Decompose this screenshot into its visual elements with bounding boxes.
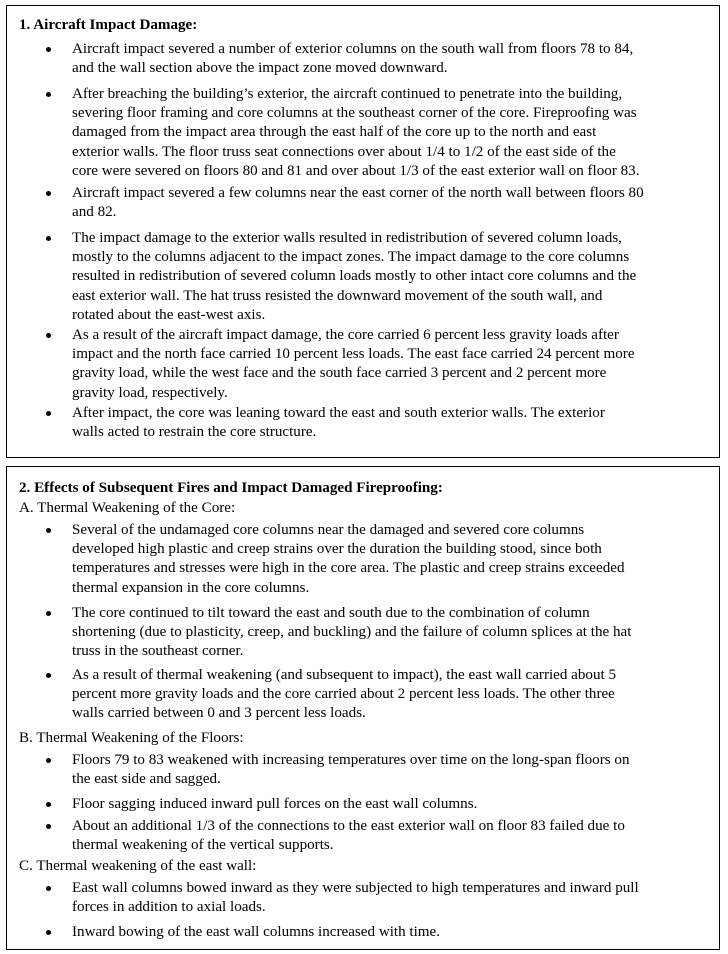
bullet-text-line: After breaching the building’s exterior, the aircraft continued to penetrate into the building, [72, 86, 623, 102]
bullet-text-line: severing floor framing and core columns at the southeast corner of the core. Fireproofing was [72, 105, 637, 122]
bullet-text-line: east exterior wall. The hat truss resisted the downward movement of the south wall, and [72, 287, 603, 304]
bullet-text-line: The impact damage to the exterior walls resulted in redistribution of severed column loads, [72, 230, 622, 246]
bullet-dot-icon [46, 411, 51, 416]
bullet-text-line: impact and the north face carried 10 percent less loads. The east face carried 24 percent more [72, 346, 635, 363]
bullet-text-line: forces in addition to axial loads. [72, 899, 266, 916]
bullet-text-line: temperatures and stresses were high in the core area. The plastic and creep strains exceeded [72, 560, 625, 577]
bullet-text-line: damaged from the impact area through the east half of the core up to the north and east [72, 124, 597, 141]
bullet-text-line: thermal expansion in the core columns. [72, 579, 310, 596]
bullet-text-line: Aircraft impact severed a number of exterior columns on the south wall from floors 78 to 84, [72, 41, 634, 57]
bullet-text-line: rotated about the east-west axis. [72, 306, 266, 323]
bullet-text-line: the east side and sagged. [72, 771, 221, 788]
bullet-text-line: walls acted to restrain the core structure. [72, 424, 317, 441]
bullet-dot-icon [46, 611, 51, 616]
bullet-text-line: resulted in redistribution of severed column loads mostly to other intact core columns and the [72, 268, 637, 285]
bullet-text-line: East wall columns bowed inward as they were subjected to high temperatures and inward pull [72, 880, 639, 896]
bullet-text-line: Several of the undamaged core columns near the damaged and severed core columns [72, 522, 585, 538]
bullet-text-line: gravity load, while the west face and the south face carried 3 percent and 2 percent more [72, 365, 607, 382]
bullet-text-line: walls carried between 0 and 3 percent less loads. [72, 705, 366, 722]
bullet-dot-icon [46, 236, 51, 241]
section-effects-of-fires [6, 466, 720, 950]
bullet-text-line: Floors 79 to 83 weakened with increasing temperatures over time on the long-span floors on [72, 752, 630, 768]
bullet-text-line: shortening (due to plasticity, creep, and buckling) and the failure of column splices at the hat [72, 624, 632, 641]
subsection-c-label: C. Thermal weakening of the east wall: [19, 858, 257, 874]
bullet-dot-icon [46, 528, 51, 533]
bullet-text-line: Inward bowing of the east wall columns increased with time. [72, 924, 441, 940]
bullet-text-line: developed high plastic and creep strains over the duration the building stood, since both [72, 541, 602, 558]
bullet-text-line: mostly to the columns adjacent to the impact zones. The impact damage to the core columns [72, 249, 630, 266]
bullet-text-line: Aircraft impact severed a few columns near the east corner of the north wall between floors 80 [72, 185, 644, 201]
bullet-text-line: and 82. [72, 204, 117, 221]
bullet-text-line: The core continued to tilt toward the east and south due to the combination of column [72, 605, 590, 621]
bullet-dot-icon [46, 824, 51, 829]
bullet-dot-icon [46, 92, 51, 97]
bullet-text-line: About an additional 1/3 of the connections to the east exterior wall on floor 83 failed due to [72, 818, 625, 834]
bullet-dot-icon [46, 930, 51, 935]
bullet-text-line: exterior walls. The floor truss seat connections over about 1/4 to 1/2 of the east side of the [72, 143, 616, 160]
bullet-text-line: and the wall section above the impact zone moved downward. [72, 60, 448, 77]
bullet-text-line: After impact, the core was leaning toward the east and south exterior walls. The exterior [72, 405, 605, 421]
bullet-text-line: gravity load, respectively. [72, 384, 228, 401]
bullet-text-line: percent more gravity loads and the core carried about 2 percent less loads. The other three [72, 686, 615, 703]
bullet-dot-icon [46, 802, 51, 807]
bullet-dot-icon [46, 47, 51, 52]
bullet-text-line: truss in the southeast corner. [72, 643, 244, 660]
bullet-text-line: Floor sagging induced inward pull forces on the east wall columns. [72, 796, 478, 812]
bullet-text-line: As a result of thermal weakening (and subsequent to impact), the east wall carried about 5 [72, 667, 617, 683]
section-1-title: 1. Aircraft Impact Damage: [19, 17, 198, 33]
subsection-b-label: B. Thermal Weakening of the Floors: [19, 730, 244, 746]
bullet-dot-icon [46, 673, 51, 678]
bullet-text-line: core were severed on floors 80 and 81 and over about 1/3 of the east exterior wall on floor 83. [72, 162, 640, 179]
bullet-text-line: As a result of the aircraft impact damage, the core carried 6 percent less gravity loads after [72, 327, 619, 343]
bullet-text-line: thermal weakening of the vertical supports. [72, 837, 334, 854]
bullet-dot-icon [46, 333, 51, 338]
subsection-a-label: A. Thermal Weakening of the Core: [19, 500, 236, 516]
section-aircraft-impact-damage [6, 5, 720, 458]
bullet-dot-icon [46, 191, 51, 196]
bullet-dot-icon [46, 758, 51, 763]
bullet-dot-icon [46, 886, 51, 891]
section-2-title: 2. Effects of Subsequent Fires and Impact Damaged Fireproofing: [19, 480, 443, 496]
